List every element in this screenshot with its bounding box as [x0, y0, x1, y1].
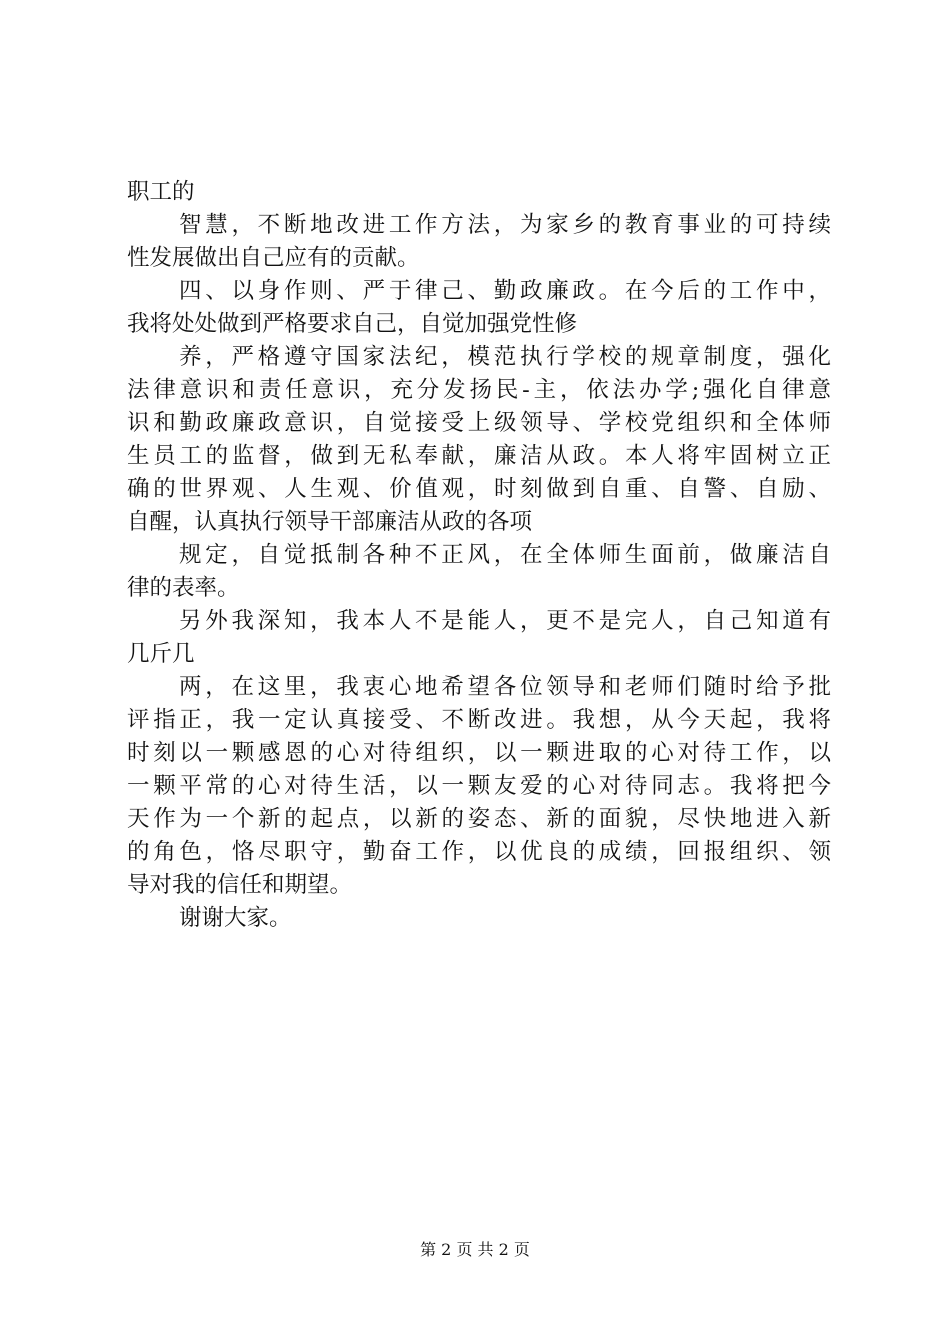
text-line: 两，在这里，我衷心地希望各位领导和老师们随时给予批 [179, 674, 831, 700]
text-line: 几斤几 [127, 641, 195, 667]
text-line: 职工的 [127, 179, 195, 205]
text-line: 生员工的监督，做到无私奉献，廉洁从政。本人将牢固树立正 [127, 443, 831, 469]
text-line: 养，严格遵守国家法纪，模范执行学校的规章制度，强化 [179, 344, 831, 370]
text-line: 一颗平常的心对待生活，以一颗友爱的心对待同志。我将把今 [127, 773, 831, 799]
text-line: 性发展做出自己应有的贡献。 [127, 245, 420, 271]
text-line: 法律意识和责任意识，充分发扬民-主，依法办学;强化自律意 [127, 377, 831, 403]
text-line: 律的表率。 [127, 575, 240, 601]
page-number-footer: 第 2 页 共 2 页 [420, 1240, 530, 1259]
text-line: 规定，自觉抵制各种不正风，在全体师生面前，做廉洁自 [179, 542, 831, 568]
text-line: 识和勤政廉政意识，自觉接受上级领导、学校党组织和全体师 [127, 410, 831, 436]
document-body [127, 176, 831, 935]
text-line: 的角色，恪尽职守，勤奋工作，以优良的成绩，回报组织、领 [127, 839, 831, 865]
text-line: 天作为一个新的起点，以新的姿态、新的面貌，尽快地进入新 [127, 806, 831, 832]
text-line: 智慧，不断地改进工作方法，为家乡的教育事业的可持续 [179, 212, 831, 238]
text-line: 另外我深知，我本人不是能人，更不是完人，自己知道有 [179, 608, 831, 634]
text-line: 谢谢大家。 [179, 905, 292, 931]
text-line: 我将处处做到严格要求自己，自觉加强党性修 [127, 311, 578, 337]
text-line: 四、以身作则、严于律己、勤政廉政。在今后的工作中， [179, 278, 831, 304]
text-line: 导对我的信任和期望。 [127, 872, 353, 898]
text-line: 自醒，认真执行领导干部廉洁从政的各项 [127, 509, 533, 535]
text-line: 时刻以一颗感恩的心对待组织，以一颗进取的心对待工作，以 [127, 740, 831, 766]
text-line: 评指正，我一定认真接受、不断改进。我想，从今天起，我将 [127, 707, 831, 733]
text-line: 确的世界观、人生观、价值观，时刻做到自重、自警、自励、 [127, 476, 831, 502]
